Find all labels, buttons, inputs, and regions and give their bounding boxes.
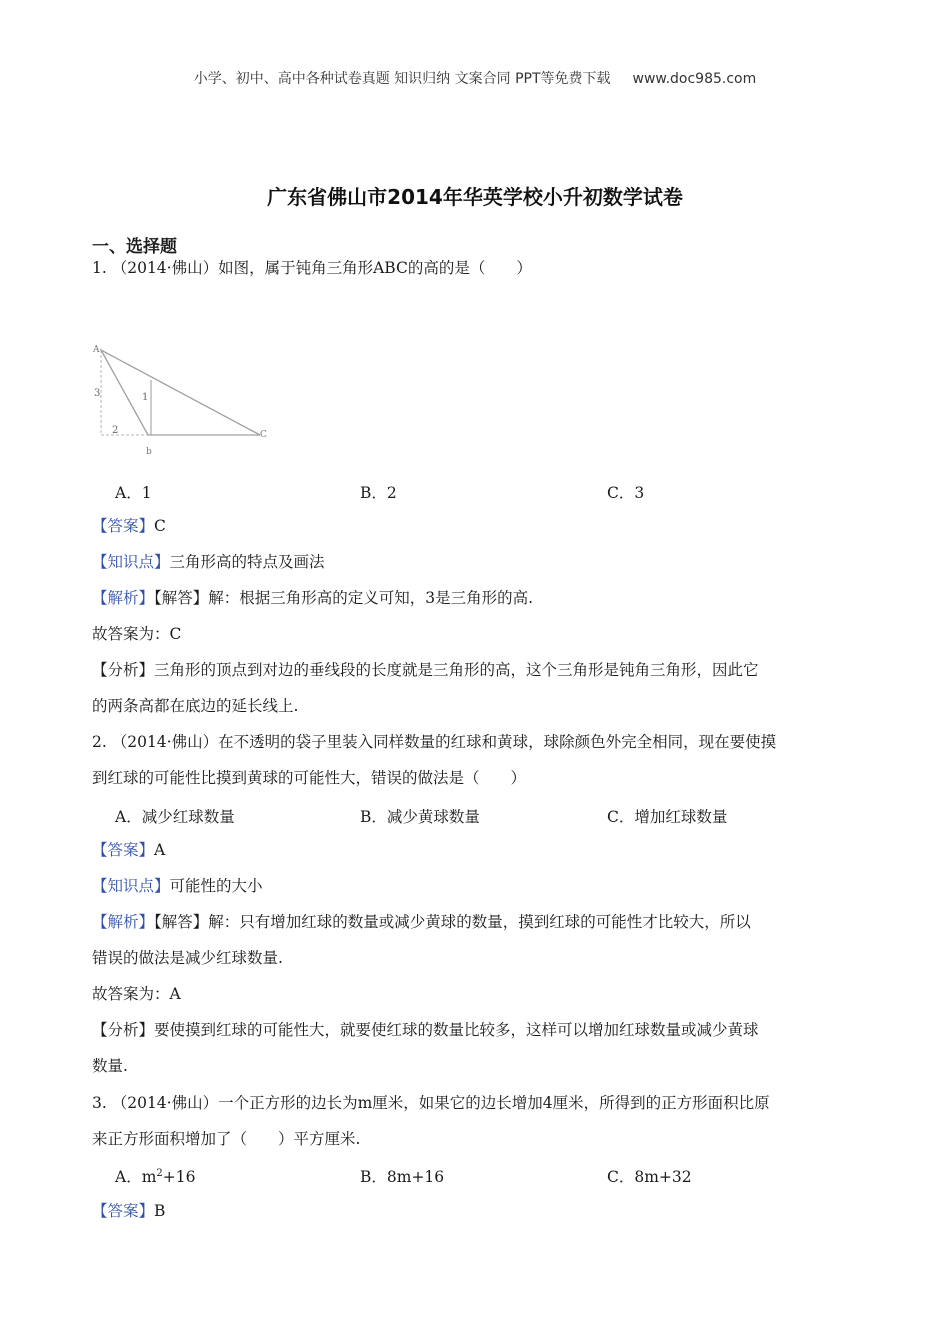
q1-analysis	[92, 588, 862, 608]
q2-analysis-text: 【解答】解：只有增加红球的数量或减少黄球的数量，摸到红球的可能性才比较大，所以	[154, 913, 751, 931]
q1-knowledge-text: 三角形高的特点及画法	[169, 553, 325, 571]
q2-fenxi-cont: 数量.	[92, 1057, 128, 1075]
header-site-link[interactable]: www.doc985.com	[632, 71, 757, 87]
q1-answer-value: C	[154, 517, 166, 535]
q1-answer	[92, 516, 862, 536]
q2-answer-value: A	[154, 841, 166, 859]
q3-option-a-prefix: A．m	[115, 1168, 157, 1186]
q3-answer-value: B	[154, 1202, 166, 1220]
q3-option-a-suffix: +16	[162, 1168, 196, 1186]
q1-option-b: B．2	[360, 484, 397, 502]
answer-tag: 【答案】	[92, 1202, 155, 1220]
q2-fenxi-text: 要使摸到红球的可能性大，就要使红球的数量比较多，这样可以增加红球数量或减少黄球	[154, 1021, 759, 1039]
q2-knowledge	[92, 876, 862, 896]
q3-option-b: B．8m+16	[360, 1168, 445, 1186]
label-height-2: 2	[112, 425, 119, 436]
q3-answer	[92, 1201, 862, 1221]
knowledge-tag: 【知识点】	[92, 877, 170, 895]
q2-answer	[92, 840, 862, 860]
label-b: b	[146, 447, 152, 457]
analysis-tag: 【解析】	[92, 589, 155, 607]
q3-stem-line1: 3. （2014·佛山）一个正方形的边长为m厘米，如果它的边长增加4厘米，所得到的正方形面积比原	[92, 1094, 770, 1112]
fenxi-tag: 【分析】	[92, 1021, 155, 1039]
triangle-abc	[101, 350, 260, 435]
label-c: C	[260, 430, 267, 440]
q1-option-c: C．3	[607, 484, 645, 502]
label-height-1: 1	[142, 392, 149, 403]
q1-analysis-text: 【解答】解：根据三角形高的定义可知，3是三角形的高.	[154, 589, 534, 607]
q3-option-c: C．8m+32	[607, 1168, 692, 1186]
q2-option-c: C．增加红球数量	[607, 808, 728, 826]
q2-knowledge-text: 可能性的大小	[169, 877, 263, 895]
section-heading: 一、选择题	[92, 237, 177, 257]
page-header	[0, 68, 950, 88]
q1-fenxi-cont: 的两条高都在底边的延长线上.	[92, 697, 299, 715]
q2-stem-line1: 2. （2014·佛山）在不透明的袋子里装入同样数量的红球和黄球，球除颜色外完全相同，现在要使摸	[92, 733, 777, 751]
q2-analysis-cont: 错误的做法是减少红球数量.	[92, 949, 283, 967]
answer-tag: 【答案】	[92, 841, 155, 859]
header-text: 小学、初中、高中各种试卷真题 知识归纳 文案合同 PPT等免费下载	[193, 71, 611, 87]
q2-final: 故答案为：A	[92, 985, 181, 1003]
label-height-3: 3	[94, 388, 101, 399]
q2-fenxi	[92, 1020, 862, 1040]
analysis-tag: 【解析】	[92, 913, 155, 931]
q1-fenxi-text: 三角形的顶点到对边的垂线段的长度就是三角形的高，这个三角形是钝角三角形，因此它	[154, 661, 759, 679]
label-a: A	[93, 345, 100, 355]
q3-option-a	[115, 1165, 196, 1187]
page-title: 广东省佛山市2014年华英学校小升初数学试卷	[267, 185, 683, 209]
q2-option-a: A．减少红球数量	[115, 808, 235, 826]
q1-stem: 1. （2014·佛山）如图，属于钝角三角形ABC的高的是（ ）	[92, 259, 532, 277]
fenxi-tag: 【分析】	[92, 661, 155, 679]
answer-tag: 【答案】	[92, 517, 155, 535]
q1-knowledge	[92, 552, 862, 572]
q1-final: 故答案为：C	[92, 625, 182, 643]
q3-stem-line2: 来正方形面积增加了（ ）平方厘米.	[92, 1130, 361, 1148]
q1-option-a: A．1	[115, 484, 152, 502]
q3-option-a-exponent: 2	[156, 1167, 163, 1179]
q2-option-b: B．减少黄球数量	[360, 808, 480, 826]
q1-fenxi	[92, 660, 862, 680]
knowledge-tag: 【知识点】	[92, 553, 170, 571]
q2-stem-line2: 到红球的可能性比摸到黄球的可能性大，错误的做法是（ ）	[92, 769, 527, 787]
q2-analysis	[92, 912, 862, 932]
triangle-figure	[88, 338, 278, 460]
